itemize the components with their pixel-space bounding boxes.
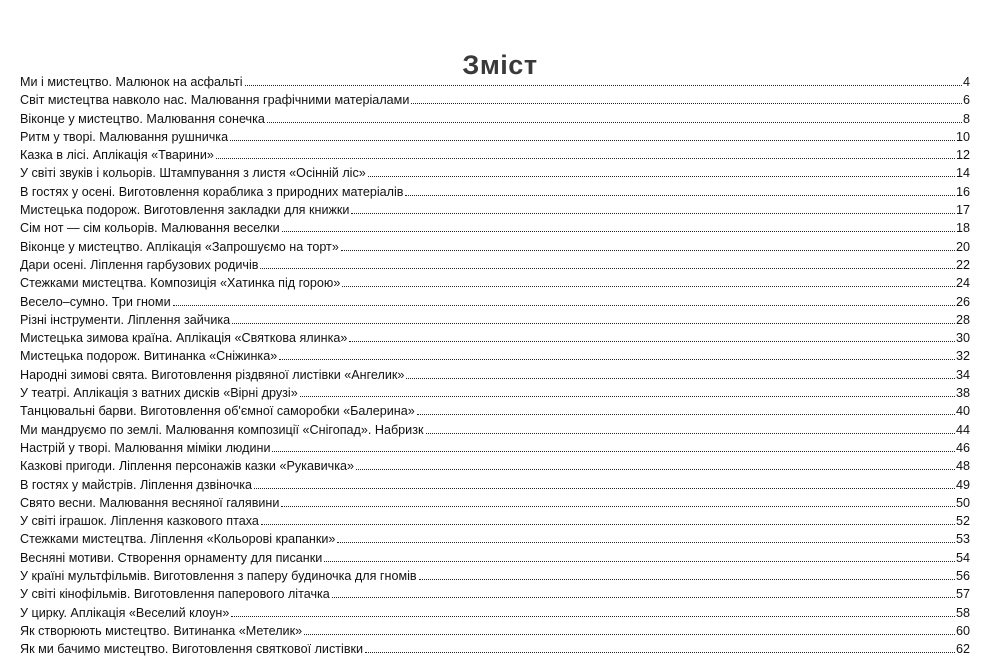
toc-entry: [20, 439, 970, 457]
toc-page-number: 60: [955, 623, 970, 638]
toc-page-number: 6: [962, 93, 970, 108]
toc-dot-leader: [231, 616, 955, 617]
toc-dot-leader: [365, 652, 955, 653]
toc-entry-title: Мистецька подорож. Витинанка «Сніжинка»: [20, 349, 278, 364]
toc-entry: [20, 219, 970, 237]
toc-page-number: 24: [955, 276, 970, 291]
toc-entry-title: Різні інструменти. Ліплення зайчика: [20, 312, 231, 327]
toc-page-number: 34: [955, 367, 970, 382]
toc-dot-leader: [417, 414, 955, 415]
toc-dot-leader: [254, 488, 955, 489]
toc-page-number: 46: [955, 440, 970, 455]
toc-dot-leader: [405, 195, 955, 196]
toc-entry: [20, 146, 970, 164]
toc-entry-title: У країні мультфільмів. Виготовлення з паперу будиночка для гномів: [20, 569, 417, 584]
toc-entry-title: Світ мистецтва навколо нас. Малювання графічними матеріалами: [20, 93, 410, 108]
page-title: Зміст: [462, 50, 538, 81]
toc-entry: [20, 201, 970, 219]
toc-dot-leader: [341, 250, 955, 251]
toc-dot-leader: [324, 561, 955, 562]
toc-entry-title: В гостях у осені. Виготовлення кораблика з природних матеріалів: [20, 184, 404, 199]
toc-entry: [20, 256, 970, 274]
toc-page-number: 30: [955, 331, 970, 346]
toc-entry: [20, 238, 970, 256]
toc-dot-leader: [267, 122, 962, 123]
toc-dot-leader: [426, 433, 955, 434]
toc-dot-leader: [300, 396, 955, 397]
toc-entry-title: Стежками мистецтва. Ліплення «Кольорові крапанки»: [20, 532, 336, 547]
toc-page-number: 40: [955, 404, 970, 419]
toc-dot-leader: [173, 305, 955, 306]
toc-entry-title: Дари осені. Ліплення гарбузових родичів: [20, 257, 259, 272]
toc-entry: [20, 421, 970, 439]
toc-dot-leader: [216, 158, 955, 159]
toc-entry: [20, 164, 970, 182]
toc-dot-leader: [349, 341, 955, 342]
toc-entry-title: В гостях у майстрів. Ліплення дзвіночка: [20, 477, 253, 492]
toc-entry: [20, 512, 970, 530]
toc-entry-title: У світі звуків і кольорів. Штампування з листя «Осінній ліс»: [20, 166, 366, 181]
toc-entry-title: Ритм у творі. Малювання рушничка: [20, 129, 229, 144]
toc-entry-title: Народні зимові свята. Виготовлення різдвяної листівки «Ангелик»: [20, 367, 405, 382]
toc-page-number: 32: [955, 349, 970, 364]
toc-entry-title: У театрі. Аплікація з ватних дисків «Вірні друзі»: [20, 386, 298, 401]
toc-entry: [20, 91, 970, 109]
toc-dot-leader: [281, 506, 955, 507]
toc-dot-leader: [356, 469, 955, 470]
toc-entry-title: Як ми бачимо мистецтво. Виготовлення святкової листівки: [20, 642, 364, 657]
toc-dot-leader: [230, 140, 955, 141]
toc-entry-title: Весняні мотиви. Створення орнаменту для писанки: [20, 550, 323, 565]
toc-page-number: 26: [955, 294, 970, 309]
toc-page-number: 20: [955, 239, 970, 254]
toc-dot-leader: [272, 451, 955, 452]
toc-page-number: 16: [955, 184, 970, 199]
toc-entry-title: У цирку. Аплікація «Веселий клоун»: [20, 605, 230, 620]
toc-page-number: 57: [955, 587, 970, 602]
toc-page-number: 50: [955, 495, 970, 510]
toc-dot-leader: [260, 268, 955, 269]
toc-entry: [20, 73, 970, 91]
toc-entry: [20, 530, 970, 548]
toc-page-number: 52: [955, 514, 970, 529]
table-of-contents: [20, 73, 970, 659]
toc-page-number: 54: [955, 550, 970, 565]
toc-entry: [20, 329, 970, 347]
toc-page-number: 22: [955, 257, 970, 272]
toc-entry: [20, 567, 970, 585]
toc-entry-title: Свято весни. Малювання весняної галявини: [20, 495, 280, 510]
toc-dot-leader: [332, 597, 955, 598]
toc-page-number: 56: [955, 569, 970, 584]
toc-entry-title: Віконце у мистецтво. Малювання сонечка: [20, 111, 265, 126]
toc-entry-title: Казка в лісі. Аплікація «Тварини»: [20, 148, 214, 163]
toc-dot-leader: [411, 103, 962, 104]
toc-dot-leader: [261, 524, 955, 525]
toc-dot-leader: [351, 213, 955, 214]
toc-dot-leader: [232, 323, 955, 324]
toc-dot-leader: [368, 176, 955, 177]
toc-entry-title: Як створюють мистецтво. Витинанка «Метелик»: [20, 623, 303, 638]
toc-page-number: 48: [955, 459, 970, 474]
toc-entry: [20, 476, 970, 494]
toc-entry: [20, 347, 970, 365]
toc-entry: [20, 457, 970, 475]
toc-page-number: 18: [955, 221, 970, 236]
toc-dot-leader: [282, 231, 955, 232]
toc-entry-title: Мистецька зимова країна. Аплікація «Святкова ялинка»: [20, 331, 348, 346]
toc-entry-title: Ми мандруємо по землі. Малювання композиції «Снігопад». Набризк: [20, 422, 424, 437]
toc-page-number: 12: [955, 148, 970, 163]
toc-page-number: 8: [962, 111, 970, 126]
toc-page-number: 44: [955, 422, 970, 437]
toc-page-number: 49: [955, 477, 970, 492]
toc-entry-title: Ми і мистецтво. Малюнок на асфальті: [20, 75, 243, 89]
toc-page-number: 58: [955, 605, 970, 620]
toc-entry: [20, 402, 970, 420]
toc-entry-title: Мистецька подорож. Виготовлення закладки для книжки: [20, 203, 350, 218]
toc-entry: [20, 274, 970, 292]
toc-dot-leader: [279, 359, 955, 360]
toc-dot-leader: [245, 85, 962, 86]
toc-dot-leader: [419, 579, 955, 580]
toc-entry: [20, 549, 970, 567]
toc-page-number: 4: [962, 75, 970, 89]
toc-page-number: 10: [955, 129, 970, 144]
toc-page-number: 62: [955, 642, 970, 657]
toc-dot-leader: [304, 634, 955, 635]
toc-entry: [20, 494, 970, 512]
toc-entry-title: Танцювальні барви. Виготовлення об'ємної саморобки «Балерина»: [20, 404, 415, 419]
toc-entry-title: Сім нот — сім кольорів. Малювання веселки: [20, 221, 280, 236]
toc-entry: [20, 604, 970, 622]
toc-entry-title: У світі іграшок. Ліплення казкового птаха: [20, 514, 259, 529]
toc-page-number: 17: [955, 203, 970, 218]
toc-entry: [20, 128, 970, 146]
toc-entry: [20, 183, 970, 201]
toc-entry: [20, 311, 970, 329]
toc-entry-title: Настрій у творі. Малювання міміки людини: [20, 440, 271, 455]
toc-entry-title: Віконце у мистецтво. Аплікація «Запрошуємо на торт»: [20, 239, 339, 254]
toc-page-number: 14: [955, 166, 970, 181]
toc-entry: [20, 110, 970, 128]
toc-entry-title: Казкові пригоди. Ліплення персонажів казки «Рукавичка»: [20, 459, 355, 474]
toc-dot-leader: [342, 286, 955, 287]
toc-page-number: 53: [955, 532, 970, 547]
toc-entry-title: У світі кінофільмів. Виготовлення паперового літачка: [20, 587, 330, 602]
toc-page-number: 38: [955, 386, 970, 401]
toc-dot-leader: [337, 542, 955, 543]
toc-entry: [20, 622, 970, 640]
toc-entry: [20, 585, 970, 603]
toc-entry: [20, 366, 970, 384]
toc-dot-leader: [406, 378, 955, 379]
toc-page-number: 28: [955, 312, 970, 327]
toc-entry: [20, 640, 970, 658]
toc-entry-title: Весело–сумно. Три гноми: [20, 294, 171, 309]
toc-entry: [20, 384, 970, 402]
toc-entry: [20, 293, 970, 311]
toc-entry-title: Стежками мистецтва. Композиція «Хатинка під горою»: [20, 276, 341, 291]
